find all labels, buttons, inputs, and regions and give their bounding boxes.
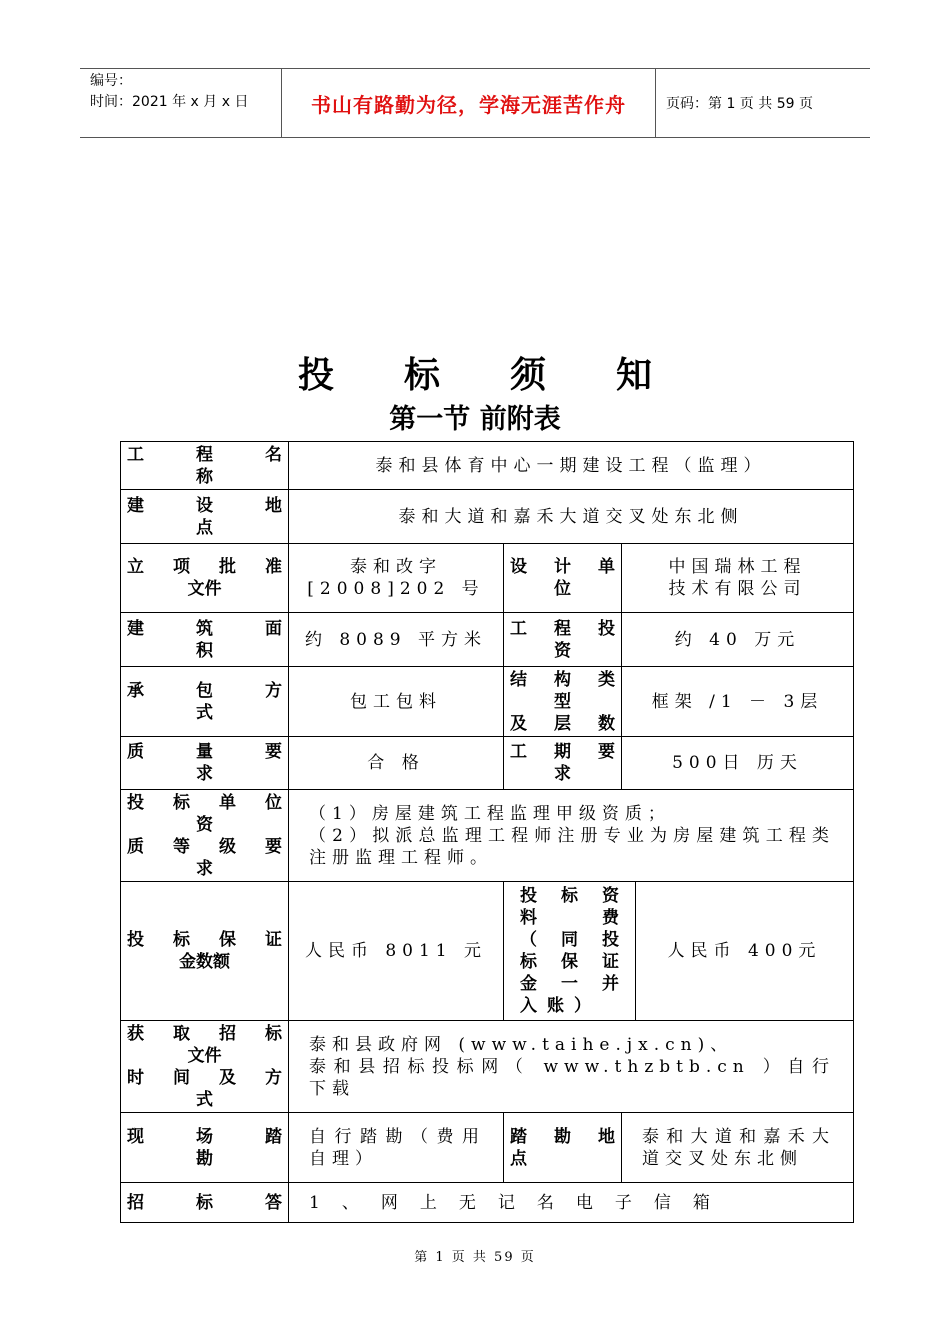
project-name-value: 泰和县体育中心一期建设工程（监理） <box>289 442 854 490</box>
table-row <box>121 490 854 544</box>
site-visit-value: 自行踏勘（费用自理） <box>289 1113 504 1183</box>
approval-value: 泰和改字 [2008]202 号 <box>289 544 504 613</box>
designer-label: 设计单 位 <box>504 544 622 613</box>
document-number-label: 编号： <box>90 73 132 89</box>
document-fee-label: 投 标 资 料 费 （ 同 投 标 保 证 金 一 并 入账） <box>504 882 636 1021</box>
deposit-label: 投标保证 金数额 <box>121 882 289 1021</box>
site-location-label: 踏勘地 点 <box>504 1113 622 1183</box>
structure-label: 结构类 型 及层数 <box>504 667 622 737</box>
investment-value: 约 40 万元 <box>622 613 854 667</box>
header-meta <box>80 69 281 137</box>
page-footer: 第 1 页 共 59 页 <box>414 1250 536 1265</box>
project-name-label: 工 程 名 称 <box>121 442 289 490</box>
site-visit-label: 现 场 踏 勘 <box>121 1113 289 1183</box>
document-fee-value: 人民币 400元 <box>636 882 854 1021</box>
page-header <box>80 68 870 138</box>
table-row <box>121 613 854 667</box>
title-char: 投 <box>297 355 334 396</box>
table-row <box>121 1183 854 1223</box>
structure-value: 框架 /1 － 3层 <box>622 667 854 737</box>
contract-value: 包工包料 <box>289 667 504 737</box>
area-value: 约 8089 平方米 <box>289 613 504 667</box>
designer-value: 中国瑞林工程 技术有限公司 <box>622 544 854 613</box>
table-row <box>121 737 854 790</box>
quality-value: 合 格 <box>289 737 504 790</box>
table-row <box>121 882 854 1021</box>
table-row <box>121 1113 854 1183</box>
qa-label: 招 标 答 <box>121 1183 289 1223</box>
table-row <box>121 544 854 613</box>
investment-label: 工程投 资 <box>504 613 622 667</box>
duration-label: 工期要 求 <box>504 737 622 790</box>
header-motto: 书山有路勤为径，学海无涯苦作舟 <box>281 69 656 137</box>
table-row <box>121 667 854 737</box>
document-date: 时间：2021 年 x 月 x 日 <box>90 94 249 110</box>
location-label: 建 设 地 点 <box>121 490 289 544</box>
site-location-value: 泰和大道和嘉禾大道交叉处东北侧 <box>622 1113 854 1183</box>
title-char: 知 <box>616 355 653 396</box>
title-char: 标 <box>403 355 440 396</box>
table-row <box>121 790 854 882</box>
obtain-docs-label: 获取招标 文件 时间及方 式 <box>121 1021 289 1113</box>
approval-label: 立项批准 文件 <box>121 544 289 613</box>
title-char: 须 <box>510 355 547 396</box>
qualification-value: （1）房屋建筑工程监理甲级资质； （2）拟派总监理工程师注册专业为房屋建筑工程类注册监理工程师。 <box>289 790 854 882</box>
table-row <box>121 1021 854 1113</box>
obtain-docs-value: 泰和县政府网 (www.taihe.jx.cn)、 泰和县招标投标网（ www.thzbtb.cn ）自行下载 <box>289 1021 854 1113</box>
deposit-value: 人民币 8011 元 <box>289 882 504 1021</box>
document-title <box>0 352 950 400</box>
header-page-info: 页码：第 1 页 共 59 页 <box>666 96 813 112</box>
location-value: 泰和大道和嘉禾大道交叉处东北侧 <box>289 490 854 544</box>
bid-info-table <box>120 441 854 1223</box>
area-label: 建 筑 面 积 <box>121 613 289 667</box>
table-row <box>121 442 854 490</box>
duration-value: 500日 历天 <box>622 737 854 790</box>
section-subtitle: 第一节 前附表 <box>389 404 561 435</box>
quality-label: 质 量 要 求 <box>121 737 289 790</box>
qualification-label: 投标单位 资 质等级要 求 <box>121 790 289 882</box>
contract-label: 承 包 方 式 <box>121 667 289 737</box>
qa-value: 1、网上无记名电子信箱 <box>289 1183 854 1223</box>
